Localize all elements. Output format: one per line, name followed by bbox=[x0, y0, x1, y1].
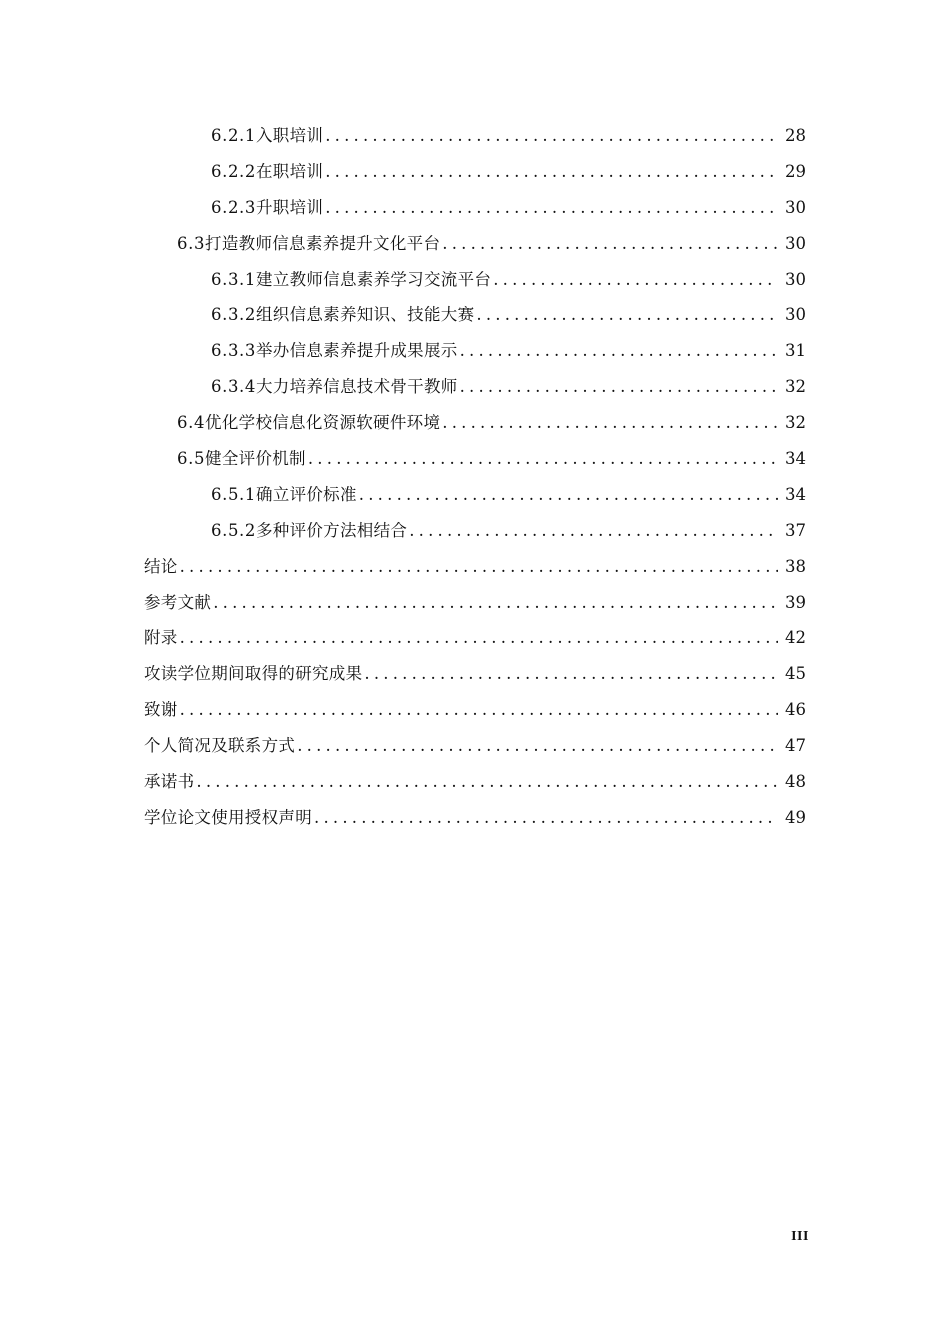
toc-entry-label bbox=[144, 808, 312, 828]
dot-leader bbox=[364, 664, 778, 684]
toc-entry-number: 6.2.2 bbox=[211, 161, 256, 181]
toc-entry[interactable] bbox=[0, 190, 950, 226]
toc-entry-label bbox=[211, 126, 323, 146]
toc-entry-number: 6.5 bbox=[177, 448, 206, 468]
dot-leader bbox=[196, 772, 778, 792]
toc-entry-label bbox=[144, 700, 178, 720]
toc-entry-page: 32 bbox=[785, 413, 806, 433]
toc-entry[interactable] bbox=[0, 262, 950, 298]
toc-entry-title: 在职培训 bbox=[255, 161, 324, 181]
dot-leader bbox=[476, 305, 778, 325]
toc-entry-number: 6.3.3 bbox=[211, 341, 256, 361]
toc-entry[interactable] bbox=[0, 297, 950, 333]
dot-leader bbox=[180, 557, 778, 577]
toc-entry[interactable] bbox=[0, 656, 950, 692]
table-of-contents bbox=[0, 118, 950, 836]
toc-entry-label bbox=[144, 664, 362, 684]
dot-leader bbox=[460, 377, 778, 397]
toc-entry-title: 打造教师信息素养提升文化平台 bbox=[205, 233, 441, 253]
toc-entry[interactable] bbox=[0, 226, 950, 262]
toc-entry-page: 30 bbox=[785, 269, 806, 289]
toc-entry-label bbox=[211, 305, 474, 325]
toc-entry-title: 建立教师信息素养学习交流平台 bbox=[255, 269, 492, 289]
toc-entry[interactable] bbox=[0, 333, 950, 369]
toc-entry-page: 29 bbox=[785, 161, 806, 181]
toc-entry-number: 6.5.1 bbox=[211, 484, 256, 504]
dot-leader bbox=[180, 700, 778, 720]
toc-entry-label bbox=[211, 270, 491, 290]
toc-entry-label bbox=[211, 162, 323, 182]
dot-leader bbox=[409, 521, 778, 541]
toc-entry-page: 37 bbox=[785, 520, 806, 540]
dot-leader bbox=[325, 126, 778, 146]
toc-entry[interactable] bbox=[0, 800, 950, 836]
toc-entry-title: 举办信息素养提升成果展示 bbox=[255, 341, 458, 361]
toc-entry-title: 多种评价方法相结合 bbox=[255, 520, 408, 540]
dot-leader bbox=[442, 413, 778, 433]
toc-entry-title: 参考文献 bbox=[144, 592, 212, 612]
toc-entry-title: 致谢 bbox=[144, 700, 178, 720]
toc-entry-page: 30 bbox=[785, 305, 806, 325]
toc-entry-number: 6.3 bbox=[177, 233, 206, 253]
toc-entry-title: 组织信息素养知识、技能大赛 bbox=[255, 305, 475, 325]
toc-entry-number: 6.2.3 bbox=[211, 197, 256, 217]
toc-entry-title: 学位论文使用授权声明 bbox=[144, 807, 312, 827]
toc-entry-page: 47 bbox=[785, 736, 806, 756]
toc-entry[interactable] bbox=[0, 405, 950, 441]
toc-entry-page: 28 bbox=[785, 125, 806, 145]
toc-entry-page: 45 bbox=[785, 664, 806, 684]
toc-entry-label bbox=[144, 736, 295, 756]
toc-entry-page: 31 bbox=[785, 341, 806, 361]
toc-entry-label bbox=[211, 485, 357, 505]
toc-entry-label bbox=[211, 521, 407, 541]
toc-entry-page: 38 bbox=[785, 556, 806, 576]
toc-entry-label bbox=[144, 772, 194, 792]
toc-entry-number: 6.5.2 bbox=[211, 520, 256, 540]
page-number: III bbox=[791, 1229, 809, 1244]
toc-entry[interactable] bbox=[0, 692, 950, 728]
toc-entry-label bbox=[144, 557, 178, 577]
dot-leader bbox=[460, 341, 778, 361]
toc-entry-label bbox=[177, 413, 440, 433]
toc-entry[interactable] bbox=[0, 549, 950, 585]
toc-entry[interactable] bbox=[0, 154, 950, 190]
toc-entry-page: 48 bbox=[785, 771, 806, 791]
toc-entry-label bbox=[144, 628, 178, 648]
toc-entry-label bbox=[144, 593, 211, 613]
toc-entry-label bbox=[211, 377, 458, 397]
toc-entry-label bbox=[211, 198, 323, 218]
toc-entry[interactable] bbox=[0, 477, 950, 513]
toc-entry[interactable] bbox=[0, 441, 950, 477]
toc-entry-number: 6.4 bbox=[177, 413, 206, 433]
toc-entry-number: 6.3.4 bbox=[211, 377, 256, 397]
toc-entry-page: 42 bbox=[785, 628, 806, 648]
toc-entry[interactable] bbox=[0, 620, 950, 656]
toc-entry-page: 39 bbox=[785, 592, 806, 612]
toc-entry-title: 附录 bbox=[144, 628, 178, 648]
toc-entry-title: 结论 bbox=[144, 556, 178, 576]
toc-entry-title: 确立评价标准 bbox=[255, 484, 357, 504]
toc-entry-label bbox=[211, 341, 458, 361]
toc-entry-number: 6.2.1 bbox=[211, 125, 256, 145]
dot-leader bbox=[308, 449, 778, 469]
toc-entry-title: 健全评价机制 bbox=[205, 448, 306, 468]
toc-entry-title: 个人简况及联系方式 bbox=[144, 736, 296, 756]
toc-entry-page: 30 bbox=[785, 233, 806, 253]
dot-leader bbox=[442, 234, 778, 254]
toc-entry[interactable] bbox=[0, 118, 950, 154]
toc-entry-page: 46 bbox=[785, 700, 806, 720]
toc-entry-title: 入职培训 bbox=[255, 125, 324, 145]
toc-entry-title: 攻读学位期间取得的研究成果 bbox=[144, 664, 363, 684]
toc-entry[interactable] bbox=[0, 764, 950, 800]
toc-entry[interactable] bbox=[0, 369, 950, 405]
toc-entry-title: 大力培养信息技术骨干教师 bbox=[255, 377, 458, 397]
dot-leader bbox=[325, 162, 778, 182]
toc-entry-page: 32 bbox=[785, 377, 806, 397]
toc-entry-label bbox=[177, 449, 306, 469]
toc-entry-page: 34 bbox=[785, 484, 806, 504]
toc-entry-title: 承诺书 bbox=[144, 771, 195, 791]
toc-entry-page: 30 bbox=[785, 197, 806, 217]
toc-entry[interactable] bbox=[0, 513, 950, 549]
dot-leader bbox=[297, 736, 778, 756]
toc-entry-label bbox=[177, 234, 440, 254]
toc-entry-title: 优化学校信息化资源软硬件环境 bbox=[205, 413, 441, 433]
toc-entry[interactable] bbox=[0, 585, 950, 621]
dot-leader bbox=[314, 808, 778, 828]
toc-entry-title: 升职培训 bbox=[255, 197, 324, 217]
toc-entry-number: 6.3.2 bbox=[211, 305, 256, 325]
toc-entry-page: 49 bbox=[785, 807, 806, 827]
dot-leader bbox=[213, 593, 778, 613]
toc-entry[interactable] bbox=[0, 728, 950, 764]
toc-entry-number: 6.3.1 bbox=[211, 269, 256, 289]
toc-entry-page: 34 bbox=[785, 448, 806, 468]
dot-leader bbox=[325, 198, 778, 218]
dot-leader bbox=[180, 628, 778, 648]
dot-leader bbox=[493, 270, 778, 290]
dot-leader bbox=[359, 485, 778, 505]
